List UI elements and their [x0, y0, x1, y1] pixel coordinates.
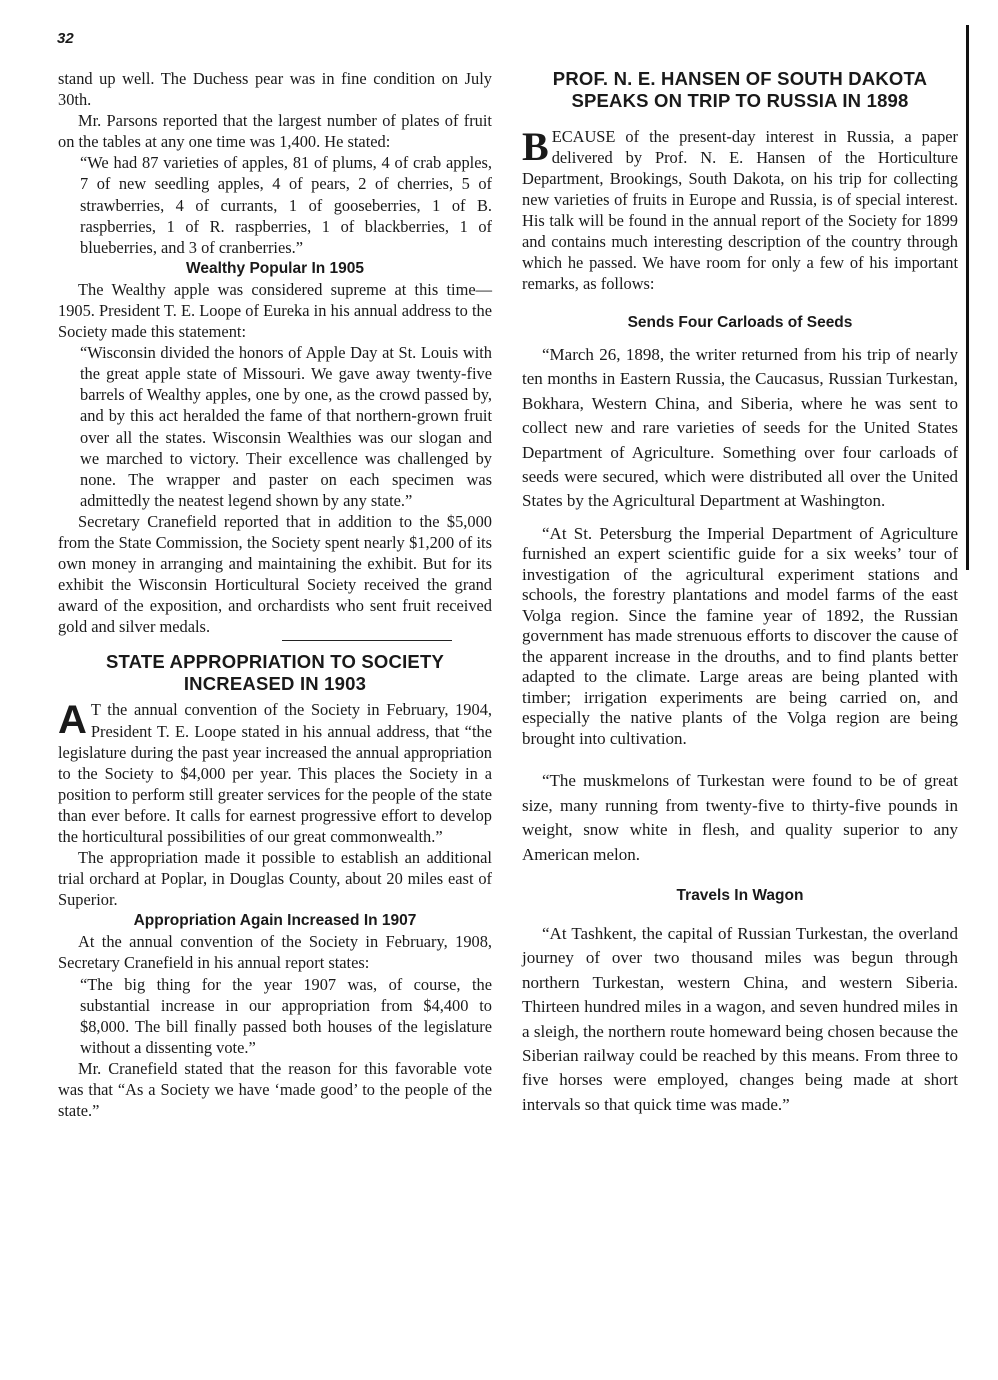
section-heading: Sends Four Carloads of Seeds: [627, 314, 853, 331]
quote-paragraph: “We had 87 varieties of apples, 81 of plums, 4 of crab apples, 7 of new seedling apples, 4 of pears, 2 of cherries, 5 of strawberries, 4 of currants, 1 of gooseberries, 1 of B. raspberries, 1 of R. raspberries, 1 of blackberries, 1 of blueberries, and 3 of cranberries.”: [80, 153, 492, 257]
paragraph: [58, 699, 492, 847]
paragraph: Mr. Cranefield stated that the reason for this favorable vote was that “As a Society we have ‘made good’ to the people of the state.”: [58, 1058, 492, 1121]
paragraph: “March 26, 1898, the writer returned from his trip of nearly ten months in Eastern Russia, the Caucasus, Russian Turkestan, Bokhara, Western China, and Siberia, where he was sent to collect new and rare varieties of seeds for the United States Department of Agriculture. Something over four carloads of seeds were secured, which were distributed all over the United States by the Agricultural Department at Washington.: [522, 345, 958, 511]
drop-cap: B: [522, 124, 549, 169]
paragraph: [522, 126, 958, 294]
section-heading: Wealthy Popular In 1905: [185, 259, 365, 277]
paragraph-text: ECAUSE of the present-day interest in Russia, a paper delivered by Prof. N. E. Hansen of the Horticulture Department, Brookings, South Dakota, on his trip for collecting new varieties of fruits in Europe and Russia, is of special interest. His talk will be found in the annual report of the Society for 1899 and contains much interesting description of the country through which he passed. We have room for only a few of his important remarks, as follows:: [522, 127, 958, 293]
paragraph: Mr. Parsons reported that the largest number of plates of fruit on the tables at any one time was 1,400. He stated:: [58, 111, 492, 152]
drop-cap: A: [58, 698, 87, 743]
article-headline: PROF. N. E. HANSEN OF SOUTH DAKOTA SPEAKS ON TRIP TO RUSSIA IN 1898: [552, 68, 928, 111]
paragraph: “The muskmelons of Turkestan were found to be of great size, many running from twenty-five to thirty-five pounds in weight, snow white in flesh, and quality superior to any American melon.: [522, 771, 958, 864]
quote-paragraph: “Wisconsin divided the honors of Apple Day at St. Louis with the great apple state of Missouri. We gave away twenty-five barrels of Wealthy apples, one by one, as the crowd passed by, and by this act heralded the fame of that northern-grown fruit over all the states. Wisconsin Wealthies was our slogan and we marched to victory. Their excellence was challenged by none. The wrapper and paster on each specimen was admittedly the neatest legend shown by any state.”: [80, 343, 492, 510]
paragraph: stand up well. The Duchess pear was in fine condition on July 30th.: [58, 69, 492, 110]
left-column: [58, 68, 492, 1121]
paragraph: At the annual convention of the Society in February, 1908, Secretary Cranefield in his annual report states:: [58, 932, 492, 973]
article-headline: STATE APPROPRIATION TO SOCIETY INCREASED IN 1903: [106, 651, 444, 695]
paragraph: The Wealthy apple was considered supreme at this time—1905. President T. E. Loope of Eureka in his annual address to the Society made this statement:: [58, 279, 492, 342]
section-heading: Travels In Wagon: [676, 886, 804, 904]
right-column: [522, 68, 958, 1117]
paragraph: “At Tashkent, the capital of Russian Turkestan, the overland journey of over two thousand miles was begun through northern Turkestan, western China, and western Siberia. Thirteen hundred miles in a wagon, and seven hundred miles in a sleigh, the northern route homeward being chosen because the Siberian railway could be reached by this means. From three to five horses were employed, changes being made at short intervals so that quick time was made.”: [522, 923, 958, 1114]
section-heading: Appropriation Again Increased In 1907: [133, 912, 417, 930]
page-number: 32: [57, 30, 74, 47]
paragraph: “At St. Petersburg the Imperial Department of Agriculture furnished an expert scientific guide for a six weeks’ tour of investigation of the agricultural experiment stations and schools, the forestry plantations and model farms of the east Volga region. Since the famine year of 1892, the Russian government has made strenuous efforts to discover the cause of the apparent increase in the drouths, and to find plants better adapted to the climate. Large areas are being planted with timber; irrigation experiments are being carried on, and especially the native plants of the Volga region are being brought into cultivation.: [522, 523, 958, 748]
quote-paragraph: “The big thing for the year 1907 was, of course, the substantial increase in our appropriation from $4,400 to $8,000. The bill finally passed both houses of the legislature without a dissenting vote.”: [80, 974, 492, 1057]
paragraph: The appropriation made it possible to establish an additional trial orchard at Poplar, in Douglas County, about 20 miles east of Superior.: [58, 848, 492, 910]
vertical-rule: [966, 25, 969, 570]
paragraph: Secretary Cranefield reported that in addition to the $5,000 from the State Commission, the Society spent nearly $1,200 of its own money in arranging and maintaining the exhibit. But for its exhibit the Wisconsin Horticultural Society received the grand award of the exposition, and orchardists who sent fruit received gold and silver medals.: [58, 511, 492, 637]
paragraph-text: T the annual convention of the Society in February, 1904, President T. E. Loope stated in his annual address, that “the legislature during the past year increased the annual appropriation to the Society to $4,000 per year. This places the Society in a position to perform still greater services for the people of the state than ever before. It calls for earnest progressive effort to develop the horticultural possibilities of our great commonwealth.”: [58, 700, 492, 846]
